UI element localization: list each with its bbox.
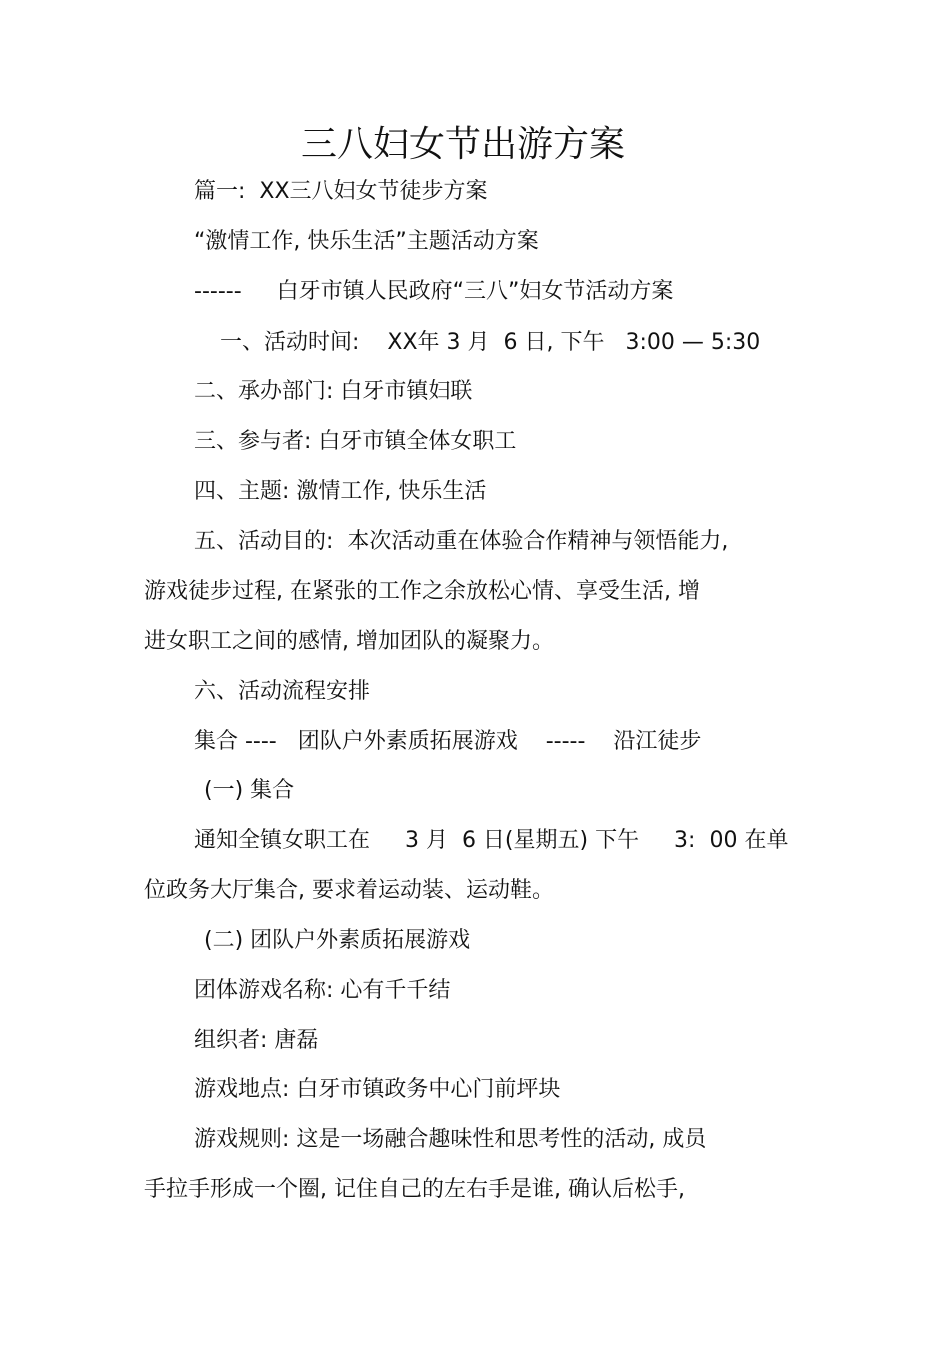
text-line-1: 篇一: XX三八妇女节徒步方案 xyxy=(194,179,488,204)
text-line-9: 游戏徒步过程, 在紧张的工作之余放松心情、享受生活, 增 xyxy=(144,579,700,604)
text-line-5: 二、承办部门: 白牙市镇妇联 xyxy=(194,379,473,404)
text-line-6: 三、参与者: 白牙市镇全体女职工 xyxy=(194,429,517,454)
text-line-8: 五、活动目的: 本次活动重在体验合作精神与领悟能力, xyxy=(194,529,729,554)
text-line-13: (一) 集合 xyxy=(204,778,295,803)
text-line-7: 四、主题: 激情工作, 快乐生活 xyxy=(194,479,487,504)
text-line-3: ------ 白牙市镇人民政府“三八”妇女节活动方案 xyxy=(194,279,674,304)
text-line-18: 组织者: 唐磊 xyxy=(194,1028,319,1053)
text-line-10: 进女职工之间的感情, 增加团队的凝聚力。 xyxy=(144,629,554,654)
text-line-15: 位政务大厅集合, 要求着运动装、运动鞋。 xyxy=(144,878,554,903)
text-line-17: 团体游戏名称: 心有千千结 xyxy=(194,978,451,1003)
text-line-19: 游戏地点: 白牙市镇政务中心门前坪块 xyxy=(194,1077,561,1102)
text-line-20: 游戏规则: 这是一场融合趣味性和思考性的活动, 成员 xyxy=(194,1127,707,1152)
text-line-2: “激情工作, 快乐生活”主题活动方案 xyxy=(194,229,539,254)
text-line-11: 六、活动流程安排 xyxy=(194,679,371,704)
document-title: 三八妇女节出游方案 xyxy=(300,124,625,165)
text-line-21: 手拉手形成一个圈, 记住自己的左右手是谁, 确认后松手, xyxy=(144,1177,685,1202)
text-line-16: (二) 团队户外素质拓展游戏 xyxy=(204,928,471,953)
text-line-12: 集合 ---- 团队户外素质拓展游戏 ----- 沿江徒步 xyxy=(194,729,702,754)
text-line-14: 通知全镇女职工在 3 月 6 日(星期五) 下午 3: 00 在单 xyxy=(194,828,789,853)
text-line-4: 一、活动时间: XX年 3 月 6 日, 下午 3:00 — 5:30 xyxy=(220,330,761,355)
